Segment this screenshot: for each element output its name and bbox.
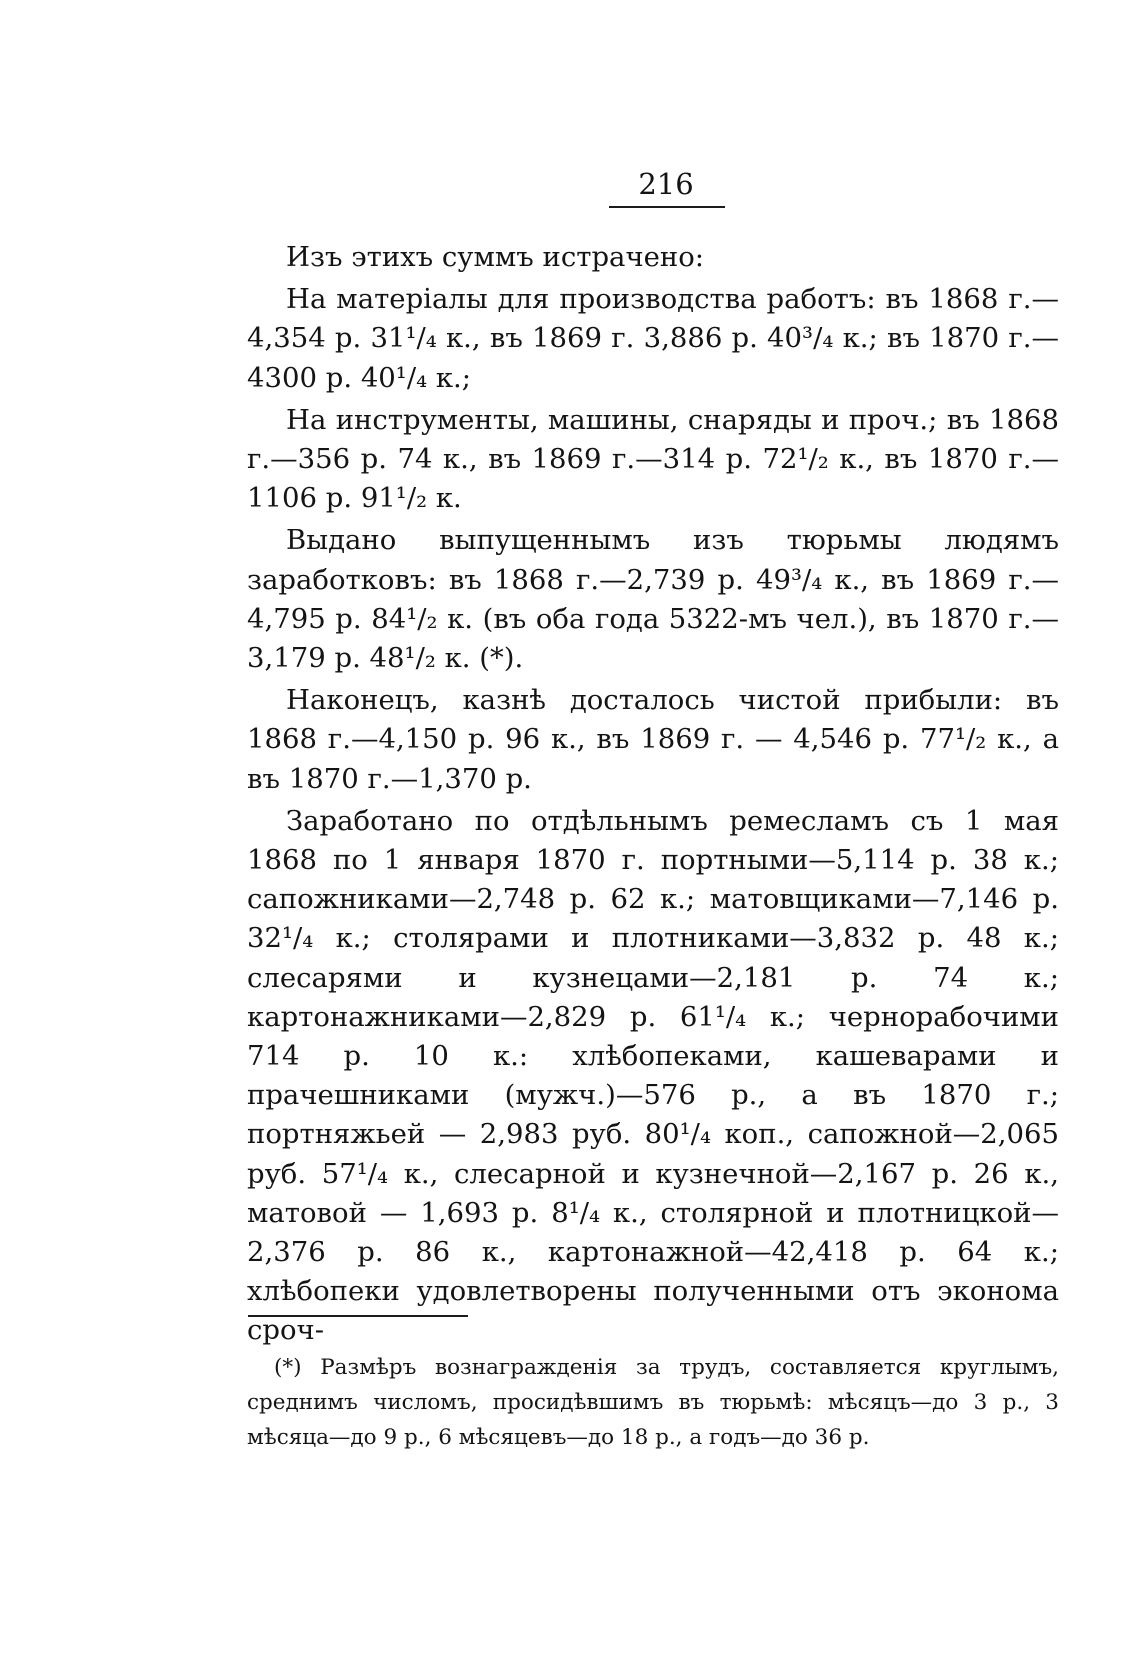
paragraph: На инструменты, машины, снаряды и проч.; въ 1868 г.—356 р. 74 к., въ 1869 г.—314 р. 72¹/₂ к., въ 1870 г.—1106 р. 91¹/₂ к. [247,403,1059,515]
paragraph: Заработано по отдѣльнымъ ремесламъ съ 1 мая 1868 по 1 января 1870 г. портными—5,114 р. 38 к.; сапожниками—2,748 р. 62 к.; матовщиками—7,146 р. 32¹/₄ к.; столярами и плотниками—3,832 р. 48 к.; слесарями и кузнецами—2,181 р. 74 к.; картонажниками—2,829 р. 61¹/₄ к.; чернорабочими 714 р. 10 к.: хлѣбопеками, кашеварами и прачешниками (мужч.)—576 р., а въ 1870 г.; портняжьей — 2,983 руб. 80¹/₄ коп., сапожной—2,065 руб. 57¹/₄ к., слесарной и кузнечной—2,167 р. 26 к., матовой — 1,693 р. 8¹/₄ к., столярной и плотницкой—2,376 р. 86 к., картонажной—42,418 р. 64 к.; хлѣбопеки удовлетворены полученными отъ эконома сроч- [247,804,1059,1347]
paragraph: Наконецъ, казнѣ досталось чистой прибыли: въ 1868 г.—4,150 р. 96 к., въ 1869 г. — 4,546 р. 77¹/₂ к., а въ 1870 г.—1,370 р. [247,684,1059,795]
page-number: 216 [638,167,694,201]
footnote: (*) Размѣръ вознагражденія за трудъ, составляется круглымъ, среднимъ числомъ, просидѣвшимъ въ тюрьмѣ: мѣсяцъ—до 3 р., 3 мѣсяца—до 9 р., 6 мѣсяцевъ—до 18 р., а годъ—до 36 р. [247,1355,1059,1450]
page-number-rule [609,206,725,208]
paragraph: Изъ этихъ суммъ истрачено: [286,241,705,273]
footnote-rule [248,1315,468,1317]
paragraph: Выдано выпущеннымъ изъ тюрьмы людямъ заработковъ: въ 1868 г.—2,739 р. 49³/₄ к., въ 1869 г.—4,795 р. 84¹/₂ к. (въ оба года 5322-мъ чел.), въ 1870 г.—3,179 р. 48¹/₂ к. (*). [247,524,1059,675]
paragraph: На матеріалы для производства работъ: въ 1868 г.—4,354 р. 31¹/₄ к., въ 1869 г. 3,886 р. 40³/₄ к.; въ 1870 г.—4300 р. 40¹/₄ к.; [247,283,1059,394]
body-text [247,238,1059,1351]
